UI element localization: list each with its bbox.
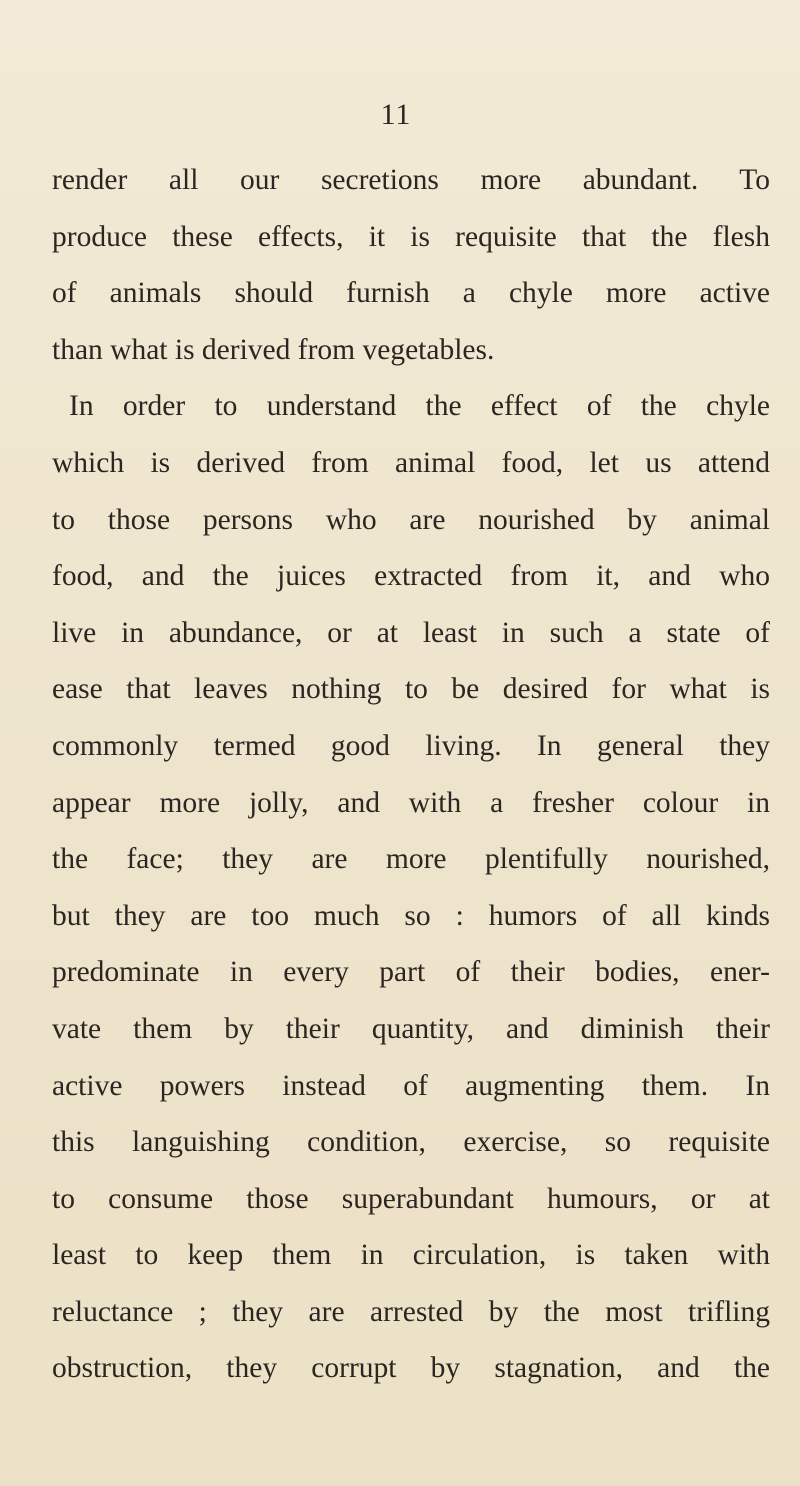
page-number: 11 (380, 98, 412, 131)
text-line: predominate in every part of their bodies, ener- (52, 956, 770, 989)
text-line: appear more jolly, and with a fresher colour in (52, 786, 770, 819)
text-line: produce these effects, it is requisite that the flesh (52, 220, 770, 253)
body-text (52, 152, 770, 1397)
text-line: to consume those superabundant humours, or at (52, 1182, 770, 1215)
text-line: this languishing condition, exercise, so requisite (52, 1126, 770, 1159)
text-line: to those persons who are nourished by animal (52, 503, 770, 536)
text-line: than what is derived from vegetables. (52, 333, 495, 366)
text-line: reluctance ; they are arrested by the most trifling (52, 1295, 770, 1328)
text-line: In order to understand the effect of the chyle (69, 390, 770, 423)
text-line: of animals should furnish a chyle more active (52, 277, 770, 310)
text-line: commonly termed good living. In general they (52, 729, 770, 762)
text-line: the face; they are more plentifully nourished, (52, 843, 770, 876)
text-line: active powers instead of augmenting them. In (52, 1069, 770, 1102)
text-line: but they are too much so : humors of all kinds (52, 899, 770, 932)
text-line: least to keep them in circulation, is taken with (52, 1239, 770, 1272)
text-line: obstruction, they corrupt by stagnation, and the (52, 1352, 770, 1385)
text-line: food, and the juices extracted from it, and who (52, 560, 770, 593)
text-line: ease that leaves nothing to be desired for what is (52, 673, 770, 706)
text-line: render all our secretions more abundant. To (52, 164, 770, 196)
text-line: vate them by their quantity, and diminish their (52, 1012, 770, 1045)
text-line: live in abundance, or at least in such a state of (52, 616, 770, 649)
text-line: which is derived from animal food, let us attend (52, 446, 770, 479)
